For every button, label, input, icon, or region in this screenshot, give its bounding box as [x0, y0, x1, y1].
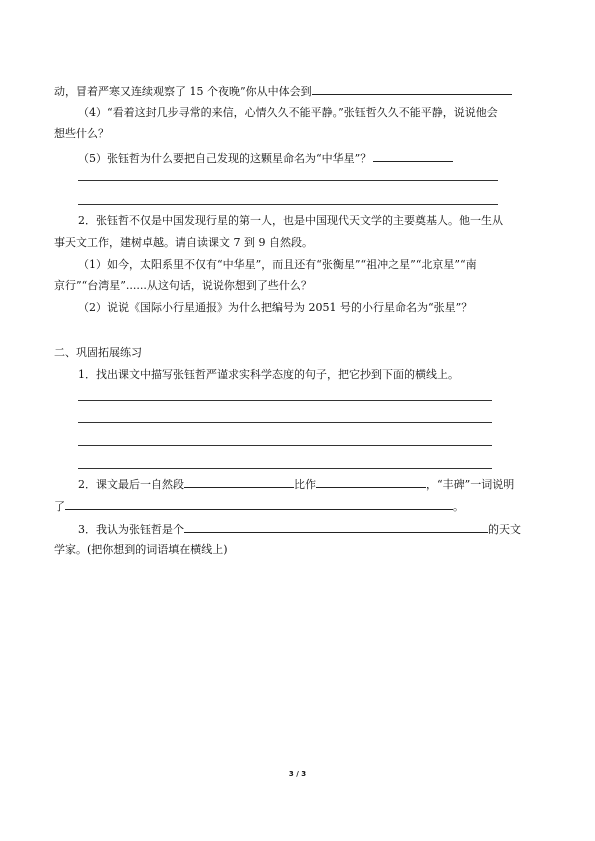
item2-part1: 2．课文最后一自然段 — [78, 478, 184, 491]
q2-line1: 2．张钰哲不仅是中国发现行星的第一人，也是中国现代天文学的主要奠基人。他一生从 — [78, 214, 503, 227]
answer-blank[interactable] — [373, 150, 453, 162]
q4-line2: 想些什么？ — [54, 127, 109, 140]
item3-part2: 的天文 — [488, 523, 521, 536]
q5-line — [78, 150, 453, 166]
item2-line1 — [78, 476, 514, 492]
answer-blank[interactable] — [312, 83, 512, 95]
section2-heading: 二、巩固拓展练习 — [54, 346, 142, 359]
answer-blank[interactable] — [316, 476, 426, 488]
item3-part1: 3．我认为张钰哲是个 — [78, 523, 184, 536]
answer-line[interactable] — [78, 468, 492, 469]
q5-text: （5）张钰哲为什么要把自己发现的这颗星命名为“中华星”？ — [78, 152, 372, 165]
answer-line[interactable] — [78, 204, 498, 205]
page-number: 3 / 3 — [288, 770, 307, 778]
item3-line2: 学家。(把你想到的词语填在横线上) — [54, 543, 228, 556]
q2-line2: 事天文工作，建树卓越。请自读课文 7 到 9 自然段。 — [54, 236, 313, 249]
answer-blank[interactable] — [184, 521, 488, 533]
item2-line2 — [54, 498, 464, 514]
item3-line1 — [78, 521, 521, 537]
item1-text: 1．找出课文中描写张钰哲严谨求实科学态度的句子，把它抄到下面的横线上。 — [78, 368, 459, 381]
item2-line2-end: 。 — [453, 500, 464, 513]
answer-line[interactable] — [78, 422, 492, 423]
q2-sub1-line1: （1）如今，太阳系里不仅有“中华星”，而且还有“张衡星”“祖冲之星”“北京星”“南 — [78, 258, 477, 271]
q2-sub2: （2）说说《国际小行星通报》为什么把编号为 2051 号的小行星命名为“张星”？ — [78, 301, 473, 314]
answer-blank[interactable] — [184, 476, 294, 488]
item2-line2-start: 了 — [54, 500, 65, 513]
item2-part2: 比作 — [294, 478, 316, 491]
item2-part3: ，“丰碑”一词说明 — [426, 478, 515, 491]
answer-line[interactable] — [78, 180, 498, 181]
answer-line[interactable] — [78, 445, 492, 446]
q-observe-text: 动，冒着严寒又连续观察了 15 个夜晚”你从中体会到 — [54, 85, 312, 98]
q4-line1: （4）“看着这封几步寻常的来信，心情久久不能平静。”张钰哲久久不能平静，说说他会 — [78, 106, 498, 119]
answer-line[interactable] — [78, 400, 492, 401]
q-observe-line — [54, 83, 512, 99]
answer-blank[interactable] — [65, 498, 453, 510]
q2-sub1-line2: 京行”“台湾星”......从这句话，说说你想到了些什么？ — [54, 279, 312, 292]
